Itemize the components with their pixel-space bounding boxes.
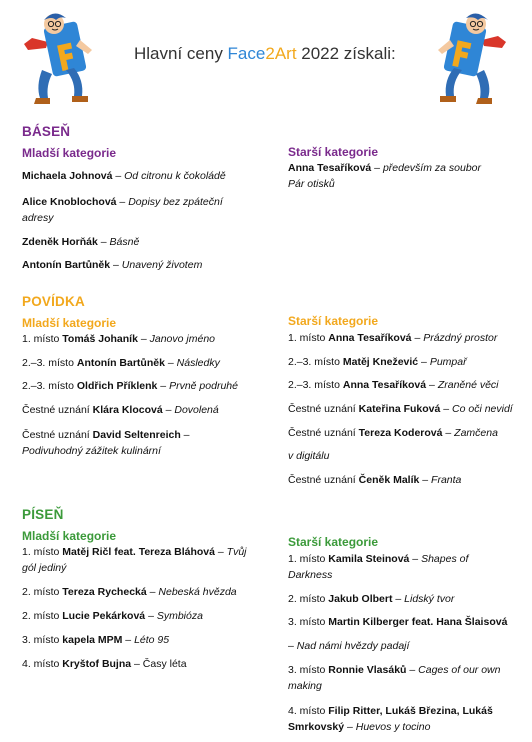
entry-work: Zamčena [454,427,498,439]
entry-work: Podivuhodný zážitek kulinární [22,445,161,457]
entry-place: Čestné uznání [22,429,93,441]
entry-name: Anna Tesaříková [328,332,412,344]
list-item [288,377,528,393]
entry-separator: – [442,427,455,439]
entry-place: 4. místo [288,705,329,717]
entry-separator: – [392,593,405,605]
entry-separator: – [411,332,424,344]
category-label: Starší kategorie [288,145,379,159]
entry-name: Alice Knoblochová [22,196,117,208]
entry-separator: – [406,664,419,676]
entry-name: Anna Tesaříková [342,379,427,391]
entry-name: Tomáš Johaník [62,333,138,345]
entry-work: Franta [431,474,462,486]
list-item [22,194,254,226]
entry-place: 2. místo [22,610,63,622]
entry-place: 3. místo [288,616,329,628]
entry-work: Nad námi hvězdy padají [296,640,410,652]
brand-two: 2 [265,44,275,63]
entry-name: Lucie Pekárková [62,610,146,622]
entry-separator: – [371,162,383,174]
entry-work: Léto 95 [134,634,170,646]
entry-work: Pumpař [429,356,467,368]
entry-name: Klára Klocová [92,404,163,416]
entry-place: 2.–3. místo [288,356,343,368]
list-item [22,168,254,184]
entry-name: David Seltenreich [92,429,181,441]
list-item [288,638,528,654]
entry-work: Dovolená [174,404,219,416]
entry-separator: – [116,196,129,208]
entry-place: 2. místo [22,586,63,598]
list-item [22,427,222,459]
entry-separator: – [110,259,122,271]
entry-name: Kateřina Fuková [358,403,441,415]
entry-work: Časy léta [142,658,187,670]
entry-name: Ronnie Vlasáků [328,664,407,676]
entry-name: Martin Kilberger feat. Hana Šlaisová [328,616,508,628]
list-item [288,160,488,192]
list-item [288,591,528,607]
entry-name: kapela MPM [62,634,123,646]
entry-place: Čestné uznání [288,474,359,486]
entry-place: 3. místo [22,634,63,646]
entry-work: Symbióza [156,610,203,622]
list-item [288,330,528,346]
entry-name: Kryštof Bujna [62,658,132,670]
entry-work: Dopisy bez zpáteční adresy [22,196,223,224]
list-item [22,331,254,347]
title-suffix: 2022 získali: [296,44,396,63]
entry-place: 1. místo [22,333,63,345]
list-item [288,401,528,417]
section-title-pisen: PÍSEŇ [22,507,64,522]
title-prefix: Hlavní ceny [134,44,228,63]
section-title-povidka: POVÍDKA [22,294,85,309]
list-item [22,355,254,371]
entry-separator: – [419,474,432,486]
list-item [22,656,254,672]
list-item [288,614,528,630]
entry-separator: – [131,658,143,670]
entry-separator: – [426,379,438,391]
entry-name: Filip Ritter, Lukáš Březina, Lukáš Smrkovský [288,705,493,733]
section-title-basen: BÁSEŇ [22,124,71,139]
entry-name: Oldřich Příklenk [76,380,158,392]
category-label: Mladší kategorie [22,529,117,543]
entry-separator: – [97,236,110,248]
category-label: Mladší kategorie [22,146,117,160]
list-item [22,402,254,418]
entry-place: Čestné uznání [22,404,93,416]
entry-work: Nebeská hvězda [158,586,237,598]
list-item [22,608,254,624]
entry-work: Shapes of Darkness [288,553,469,581]
entry-work: Prvně podruhé [169,380,238,392]
entry-separator: – [180,429,190,441]
list-item [288,425,528,441]
entry-place: 1. místo [288,553,329,565]
entry-name: Antonín Bartůněk [76,357,165,369]
list-item [22,544,247,576]
entry-place: 2. místo [288,593,329,605]
entry-name: Kamila Steinová [328,553,410,565]
entry-name: Michaela Johnová [22,170,113,182]
entry-work: Cages of our own making [288,664,501,692]
entry-name: Čeněk Malík [358,474,420,486]
entry-separator: – [122,634,135,646]
entry-separator: – [157,380,170,392]
list-item [288,354,528,370]
entry-separator: – [288,640,297,652]
mascot-right [432,10,512,108]
entry-separator: – [137,333,150,345]
entry-separator: – [162,404,175,416]
entry-work: Unavený životem [121,259,203,271]
entry-place: 1. místo [22,546,63,558]
entry-separator: – [409,553,422,565]
list-item [288,662,513,694]
brand-art: Art [274,44,297,63]
category-label: Mladší kategorie [22,316,117,330]
entry-place: 2.–3. místo [22,357,77,369]
entry-work: Básně [109,236,140,248]
mascot-left [18,10,98,108]
list-item [22,257,254,273]
entry-work: Tvůj gól jediný [22,546,247,574]
category-label: Starší kategorie [288,314,379,328]
entry-place: 2.–3. místo [22,380,77,392]
entry-place: Čestné uznání [288,427,359,439]
list-item [22,378,254,394]
entry-place: 4. místo [22,658,63,670]
entry-name: Tereza Rychecká [62,586,147,598]
category-label: Starší kategorie [288,535,379,549]
entry-work: Zraněné věci [437,379,499,391]
entry-work: především za soubor Pár otisků [288,162,482,190]
entry-work: v digitálu [288,450,330,462]
list-item [22,632,254,648]
entry-place: 2.–3. místo [288,379,343,391]
entry-work: Co oči nevidí [452,403,513,415]
entry-work: Huevos y tocino [355,721,431,733]
list-item [22,584,254,600]
entry-separator: – [418,356,430,368]
entry-work: Lidský tvor [404,593,455,605]
entry-separator: – [164,357,177,369]
entry-separator: – [344,721,356,733]
entry-work: Prázdný prostor [423,332,498,344]
list-item [22,234,254,250]
entry-place: Čestné uznání [288,403,359,415]
entry-work: Následky [176,357,220,369]
entry-place: 3. místo [288,664,329,676]
entry-name: Matěj Ričl feat. Tereza Bláhová [62,546,215,558]
list-item [288,703,513,735]
entry-separator: – [146,586,159,598]
entry-name: Antonín Bartůněk [22,259,111,271]
entry-separator: – [440,403,453,415]
entry-separator: – [112,170,125,182]
entry-place: 1. místo [288,332,329,344]
entry-work: Od citronu k čokoládě [124,170,226,182]
page-title [134,44,396,64]
entry-separator: – [214,546,227,558]
entry-name: Anna Tesaříková [288,162,372,174]
list-item [288,448,528,464]
list-item [288,551,513,583]
entry-name: Jakub Olbert [328,593,393,605]
entry-name: Zdeněk Horňák [22,236,98,248]
brand-face: Face [227,44,266,63]
entry-name: Matěj Knežević [342,356,419,368]
entry-name: Tereza Koderová [358,427,443,439]
entry-separator: – [145,610,157,622]
list-item [288,472,528,488]
entry-work: Janovo jméno [149,333,215,345]
